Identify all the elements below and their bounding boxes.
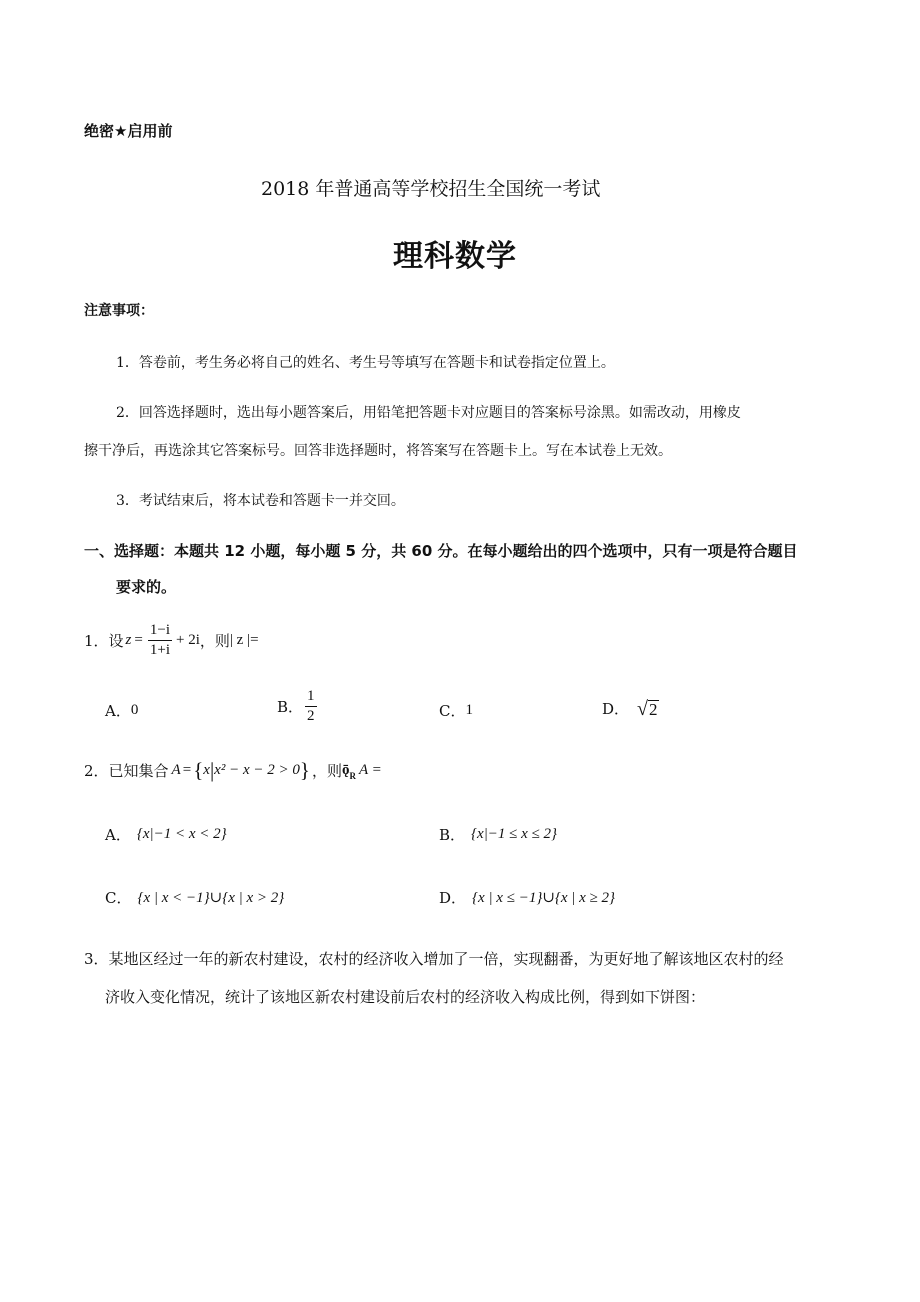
q1-option-c	[439, 700, 473, 721]
q1-option-a-value: 0	[130, 702, 139, 718]
q2-option-c	[105, 887, 284, 908]
q2-option-b	[439, 824, 557, 845]
q1-suffix: ，则	[199, 632, 230, 650]
q2-target: A =	[358, 762, 382, 778]
q1-equals: =	[134, 632, 143, 648]
q1-option-d-label: D．	[602, 700, 630, 718]
q1-prefix: 1．设	[84, 632, 124, 650]
q2-option-c-value: {x | x < −1}∪{x | x > 2}	[137, 890, 285, 906]
notice-heading: 注意事项：	[84, 303, 154, 319]
q2-bar: |	[209, 758, 215, 782]
q1-option-b-fraction	[305, 688, 317, 725]
exam-title: 2018 年普通高等学校招生全国统一考试	[261, 178, 601, 200]
q1-option-d	[602, 698, 659, 719]
q1-option-b-numerator: 1	[305, 688, 317, 707]
sqrt-icon: √	[637, 697, 649, 720]
subject-title: 理科数学	[393, 239, 517, 274]
notice-item-2-line-2: 擦干净后，再选涂其它答案标号。回答非选择题时，将答案写在答题卡上。写在本试卷上无效。	[84, 443, 672, 459]
q2-suffix: ，则	[311, 762, 342, 780]
q2-option-a	[105, 824, 227, 845]
q2-option-b-label: B．	[439, 826, 466, 844]
q1-option-a-label: A．	[105, 702, 131, 720]
q2-option-c-label: C．	[105, 889, 132, 907]
q1-denominator: 1+i	[149, 642, 170, 658]
question-3-line-2: 济收入变化情况，统计了该地区新农村建设前后农村的经济收入构成比例，得到如下饼图：	[105, 988, 706, 1006]
secret-label: 绝密★启用前	[84, 122, 173, 140]
q1-option-c-label: C．	[439, 702, 466, 720]
q2-option-b-value: {x|−1 ≤ x ≤ 2}	[471, 826, 558, 842]
q2-complement-symbol: ǭ	[341, 762, 350, 778]
q1-option-b-label: B．	[277, 698, 304, 716]
q1-option-d-sqrt	[637, 699, 658, 719]
q2-set-name: A	[171, 762, 181, 778]
question-2	[84, 760, 382, 781]
q2-option-d-label: D．	[439, 889, 467, 907]
q2-close-brace: }	[299, 758, 310, 782]
notice-item-2-line-1: 2．回答选择题时，选出每小题答案后，用铅笔把答题卡对应题目的答案标号涂黑。如需改动，用橡皮	[116, 405, 741, 421]
q1-option-b-denominator: 2	[307, 708, 315, 724]
q1-option-c-value: 1	[465, 702, 473, 718]
q2-option-a-label: A．	[105, 826, 131, 844]
section-1-heading-line-2: 要求的。	[116, 578, 177, 596]
q1-numerator: 1−i	[148, 622, 172, 641]
q1-fraction	[148, 622, 172, 659]
q2-condition: x² − x − 2 > 0	[214, 762, 300, 778]
question-3-line-1: 3．某地区经过一年的新农村建设，农村的经济收入增加了一倍，实现翻番，为更好地了解该地区农村的经	[84, 950, 784, 968]
q2-option-d-value: {x | x ≤ −1}∪{x | x ≥ 2}	[472, 890, 616, 906]
q2-prefix: 2．已知集合	[84, 762, 169, 780]
q1-option-d-value: 2	[649, 699, 658, 719]
q1-option-b	[277, 688, 319, 725]
q2-equals: =	[182, 762, 192, 778]
q2-option-a-value: {x|−1 < x < 2}	[136, 826, 227, 842]
q1-modulus: | z |=	[229, 632, 259, 648]
notice-item-1: 1．答卷前，考生务必将自己的姓名、考生号等填写在答题卡和试卷指定位置上。	[116, 355, 615, 371]
q1-variable: z	[125, 632, 132, 648]
q1-option-a	[105, 700, 138, 721]
q2-complement-sub: R	[349, 770, 356, 781]
q2-open-brace: {	[193, 758, 204, 782]
notice-item-3: 3．考试结束后，将本试卷和答题卡一并交回。	[116, 493, 405, 509]
question-1	[84, 622, 259, 659]
q1-plus-term: + 2i	[176, 632, 200, 648]
section-1-heading-line-1: 一、选择题：本题共 12 小题，每小题 5 分，共 60 分。在每小题给出的四个选项中，只有一项是符合题目	[84, 542, 798, 560]
q2-option-d	[439, 887, 615, 908]
q2-var: x	[203, 762, 210, 778]
